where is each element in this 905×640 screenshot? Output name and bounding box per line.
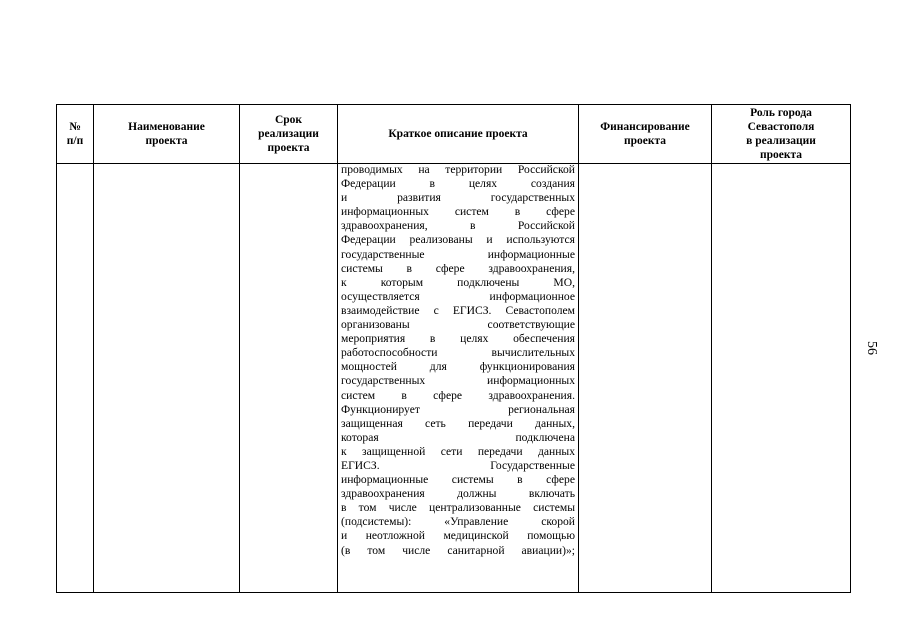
description-line: взаимодействие с ЕГИСЗ. Севастополем [341,303,575,317]
cell-description [338,164,579,593]
description-line: Федерации реализованы и используются [341,233,575,247]
description-line: в том числе централизованные системы [341,501,575,515]
cell-financing [579,164,712,593]
table-row [57,164,851,593]
description-line: здравоохранения, в Российской [341,219,575,233]
description-line: здравоохранения должны включать [341,487,575,501]
cell-implementation-period [240,164,338,593]
cell-number [57,164,94,593]
project-table [56,104,851,593]
description-line: осуществляется информационное [341,289,575,303]
description-line: к которым подключены МО, [341,275,575,289]
description-line: и неотложной медицинской помощью [341,529,575,543]
description-line: которая подключена [341,430,575,444]
description-line: Федерации в целях создания [341,177,575,191]
description-line: (подсистемы): «Управление скорой [341,515,575,529]
page-number: 56 [864,341,879,355]
description-line: организованы соответствующие [341,318,575,332]
description-line: систем в сфере здравоохранения. [341,388,575,402]
header-sevastopol-role: Роль города Севастополя в реализации проекта [712,105,851,164]
description-line: защищенная сеть передачи данных, [341,416,575,430]
description-line: к защищенной сети передачи данных [341,444,575,458]
header-number: № п/п [57,105,94,164]
description-line: мероприятия в целях обеспечения [341,332,575,346]
description-line: государственные информационные [341,247,575,261]
description-line: государственных информационных [341,374,575,388]
project-description-text [338,163,578,558]
header-project-name: Наименование проекта [94,105,240,164]
description-line: Функционирует региональная [341,402,575,416]
description-line: мощностей для функционирования [341,360,575,374]
description-line: системы в сфере здравоохранения, [341,261,575,275]
header-implementation-period: Срок реализации проекта [240,105,338,164]
cell-sevastopol-role [712,164,851,593]
description-line: работоспособности вычислительных [341,346,575,360]
table-header-row [57,105,851,164]
description-line: информационных систем в сфере [341,205,575,219]
description-line: и развития государственных [341,191,575,205]
header-short-description: Краткое описание проекта [338,105,579,164]
description-line: проводимых на территории Российской [341,163,575,176]
description-line: (в том числе санитарной авиации)»; [341,543,575,557]
description-line: информационные системы в сфере [341,473,575,487]
header-financing: Финансирование проекта [579,105,712,164]
description-line: ЕГИСЗ. Государственные [341,458,575,472]
cell-project-name [94,164,240,593]
